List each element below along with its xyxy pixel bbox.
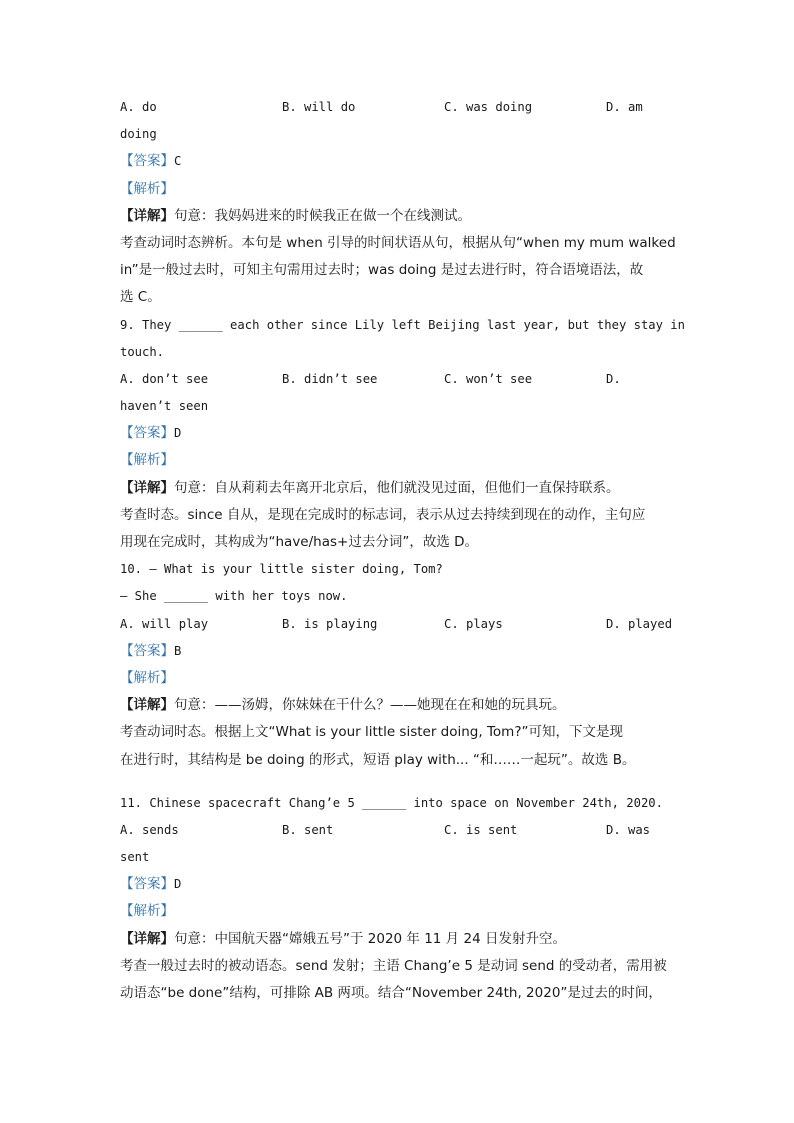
- document-page: [120, 94, 685, 1007]
- option-d: D. was: [606, 822, 651, 837]
- explain-line: 选 C。: [120, 289, 161, 306]
- detail-tag: 【详解】: [120, 697, 174, 714]
- question-text: 11. Chinese spacecraft Chang’e 5 ______ into space on November 24th, 2020.: [120, 795, 663, 810]
- explain-line: 考查时态。since 自从，是现在完成时的标志词，表示从过去持续到现在的动作，主句应: [120, 506, 646, 523]
- answer-value: D: [174, 426, 182, 441]
- explain-line: 用现在完成时，其构成为“have/has+过去分词”，故选 D。: [120, 534, 479, 550]
- spacer: [120, 774, 680, 790]
- detail-line: [120, 692, 680, 719]
- options-row: [120, 94, 680, 121]
- option-c: C. is sent: [444, 822, 518, 837]
- answer-tag: 【答案】: [120, 876, 174, 893]
- explain-line: 动语态“be done”结构，可排除 AB 两项。结合“November 24th, 2020”是过去的时间，: [120, 985, 662, 1001]
- answer-tag: 【答案】: [120, 425, 174, 442]
- option-a: A. don’t see: [120, 371, 209, 386]
- analysis-tag: 【解析】: [120, 180, 174, 197]
- question-9-block: [120, 312, 685, 557]
- options-row: [120, 611, 680, 638]
- answer-tag: 【答案】: [120, 153, 174, 170]
- explain-line: 考查动词时态。根据上文“What is your little sister doing, Tom?”可知，下文是现: [120, 724, 623, 741]
- option-tail: haven’t seen: [120, 399, 209, 414]
- option-c: C. plays: [444, 616, 503, 631]
- question-text: — She ______ with her toys now.: [120, 589, 348, 604]
- analysis-tag: 【解析】: [120, 452, 174, 469]
- option-d: D.: [606, 371, 621, 386]
- answer-value: D: [174, 877, 182, 892]
- answer-line: [120, 638, 680, 665]
- question-8-block: [120, 94, 680, 312]
- answer-line: [120, 871, 680, 898]
- explain-line: 在进行时，其结构是 be doing 的形式，短语 play with... “和……一起玩”。故选 B。: [120, 751, 636, 768]
- question-11-block: [120, 790, 680, 1008]
- explain-line: in”是一般过去时，可知主句需用过去时；was doing 是过去进行时，符合语境语法，故: [120, 262, 644, 279]
- option-b: B. is playing: [282, 616, 378, 631]
- answer-value: C: [174, 154, 182, 169]
- detail-tag: 【详解】: [120, 930, 174, 947]
- detail-text: 句意：——汤姆，你妹妹在干什么？——她现在在和她的玩具玩。: [174, 697, 566, 714]
- analysis-tag: 【解析】: [120, 669, 174, 686]
- analysis-line: [120, 447, 680, 474]
- explain-line: 考查动词时态辨析。本句是 when 引导的时间状语从句，根据从句“when my mum walked: [120, 234, 676, 251]
- detail-text: 句意：我妈妈进来的时候我正在做一个在线测试。: [174, 207, 471, 224]
- option-tail: sent: [120, 850, 150, 865]
- detail-line: [120, 203, 680, 230]
- option-a: A. sends: [120, 822, 179, 837]
- detail-text: 句意：中国航天器“嫦娥五号”于 2020 年 11 月 24 日发射升空。: [174, 930, 566, 947]
- option-c: C. won’t see: [444, 371, 533, 386]
- option-a: A. will play: [120, 616, 209, 631]
- answer-line: [120, 420, 680, 447]
- analysis-line: [120, 665, 680, 692]
- answer-tag: 【答案】: [120, 642, 174, 659]
- detail-text: 句意：自从莉莉去年离开北京后，他们就没见过面，但他们一直保持联系。: [174, 479, 620, 496]
- option-b: B. didn’t see: [282, 371, 378, 386]
- option-d: D. played: [606, 616, 673, 631]
- options-row: [120, 366, 680, 393]
- question-text: 9. They ______ each other since Lily left Beijing last year, but they stay in: [120, 317, 685, 332]
- option-d: D. am: [606, 100, 643, 114]
- answer-value: B: [174, 643, 182, 658]
- analysis-line: [120, 176, 680, 203]
- detail-line: [120, 475, 680, 502]
- question-text: touch.: [120, 344, 165, 359]
- detail-line: [120, 926, 680, 953]
- detail-tag: 【详解】: [120, 479, 174, 496]
- option-tail: doing: [120, 127, 157, 142]
- detail-tag: 【详解】: [120, 207, 174, 224]
- option-b: B. sent: [282, 822, 334, 837]
- option-c: C. was doing: [444, 100, 533, 114]
- option-a: A. do: [120, 100, 157, 114]
- option-b: B. will do: [282, 100, 356, 114]
- question-text: 10. — What is your little sister doing, Tom?: [120, 562, 443, 577]
- answer-line: [120, 148, 680, 175]
- analysis-tag: 【解析】: [120, 903, 174, 920]
- options-row: [120, 817, 680, 844]
- question-10-block: [120, 556, 680, 774]
- explain-line: 考查一般过去时的被动语态。send 发射；主语 Chang’e 5 是动词 send 的受动者，需用被: [120, 957, 667, 974]
- analysis-line: [120, 898, 680, 925]
